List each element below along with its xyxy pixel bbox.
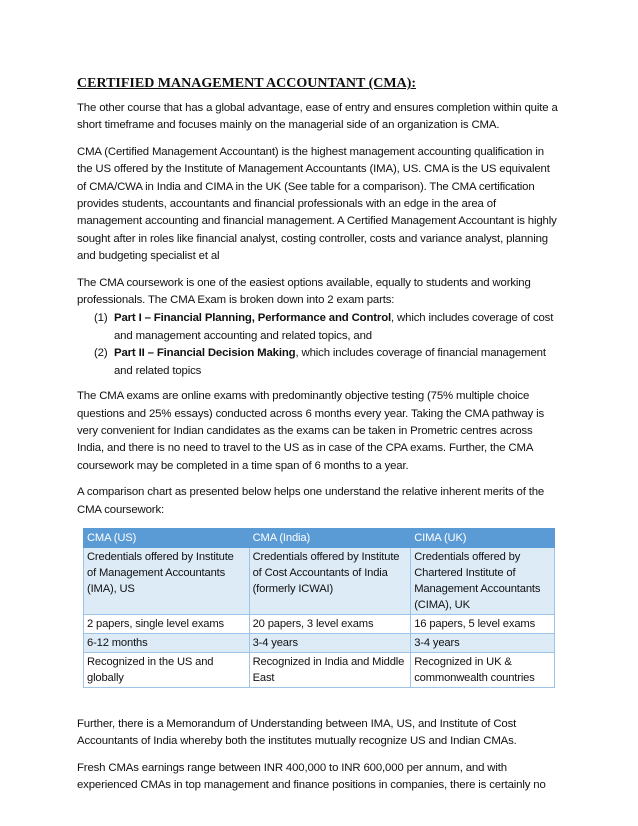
document-body — [77, 74, 559, 804]
table-cell: Recognized in the US and globally — [84, 652, 250, 687]
table-row — [84, 547, 555, 614]
table-cell: 6-12 months — [84, 633, 250, 652]
table-cell: Credentials offered by Chartered Institute of Management Accountants (CIMA), UK — [411, 547, 555, 614]
list-item — [77, 345, 559, 380]
definition-paragraph: CMA (Certified Management Accountant) is the highest management accounting qualification in the US offered by the Institute of Management Accountants (IMA), US. CMA is the US equivalent of CMA/CWA in India and CIMA in the UK (See table for a comparison). The CMA certification provides students, accountants and financial professionals with an edge in the area of management accounting and financial management. A Certified Management Accountant is highly sought after in roles like financial analyst, costing controller, costs and variance analyst, planning and budgeting specialist et al — [77, 145, 557, 263]
table-header-cell: CMA (US) — [84, 528, 250, 547]
table-cell: Recognized in UK & commonwealth countries — [411, 652, 555, 687]
page-title: CERTIFIED MANAGEMENT ACCOUNTANT (CMA): — [77, 76, 417, 91]
earnings-paragraph: Fresh CMAs earnings range between INR 400,000 to INR 600,000 per annum, and with experienced CMAs in top management and finance positions in companies, there is certainly no — [77, 761, 546, 792]
table-cell: Credentials offered by Institute of Management Accountants (IMA), US — [84, 547, 250, 614]
table-cell: Credentials offered by Institute of Cost Accountants of India (formerly ICWAI) — [249, 547, 411, 614]
list-item — [77, 310, 559, 345]
part-title: Part II – Financial Decision Making — [114, 347, 296, 360]
table-row — [84, 614, 555, 633]
coursework-paragraph: The CMA coursework is one of the easiest options available, equally to students and working professionals. The CMA Exam is broken down into 2 exam parts: — [77, 276, 531, 307]
part-description: , which includes coverage of financial management and related topics — [114, 347, 546, 377]
part-title: Part I – Financial Planning, Performance and Control — [114, 312, 392, 325]
table-cell: 3-4 years — [411, 633, 555, 652]
table-cell: 16 papers, 5 level exams — [411, 614, 555, 633]
table-cell: 2 papers, single level exams — [84, 614, 250, 633]
part-description: , which includes coverage of cost and management accounting and related topics, and — [114, 312, 554, 342]
mou-paragraph: Further, there is a Memorandum of Understanding between IMA, US, and Institute of Cost Accountants of India whereby both the institutes mutually recognize US and Indian CMAs. — [77, 717, 517, 748]
table-header-cell: CMA (India) — [249, 528, 411, 547]
comparison-intro-paragraph: A comparison chart as presented below helps one understand the relative inherent merits of the CMA coursework: — [77, 486, 545, 516]
list-number: (2) — [94, 347, 108, 360]
table-header-row — [84, 528, 555, 547]
table-cell: Recognized in India and Middle East — [249, 652, 411, 687]
table-cell: 20 papers, 3 level exams — [249, 614, 411, 633]
exam-parts-list — [77, 310, 559, 380]
table-header-cell: CIMA (UK) — [411, 528, 555, 547]
table-row — [84, 652, 555, 687]
exams-paragraph: The CMA exams are online exams with predominantly objective testing (75% multiple choice questions and 25% essays) conducted across 6 months every year. Taking the CMA pathway is very convenient for Indian candidates as the exams can be taken in Prometric centres across India, and there is no need to travel to the US as in case of the CPA exams. Further, the CMA coursework may be completed in a time span of 6 months to a year. — [77, 390, 545, 472]
table-cell: 3-4 years — [249, 633, 411, 652]
list-number: (1) — [94, 312, 108, 325]
intro-paragraph: The other course that has a global advantage, ease of entry and ensures completion within quite a short timeframe and focuses mainly on the managerial side of an organization is CMA. — [77, 102, 558, 132]
comparison-table — [83, 528, 555, 688]
table-row — [84, 633, 555, 652]
